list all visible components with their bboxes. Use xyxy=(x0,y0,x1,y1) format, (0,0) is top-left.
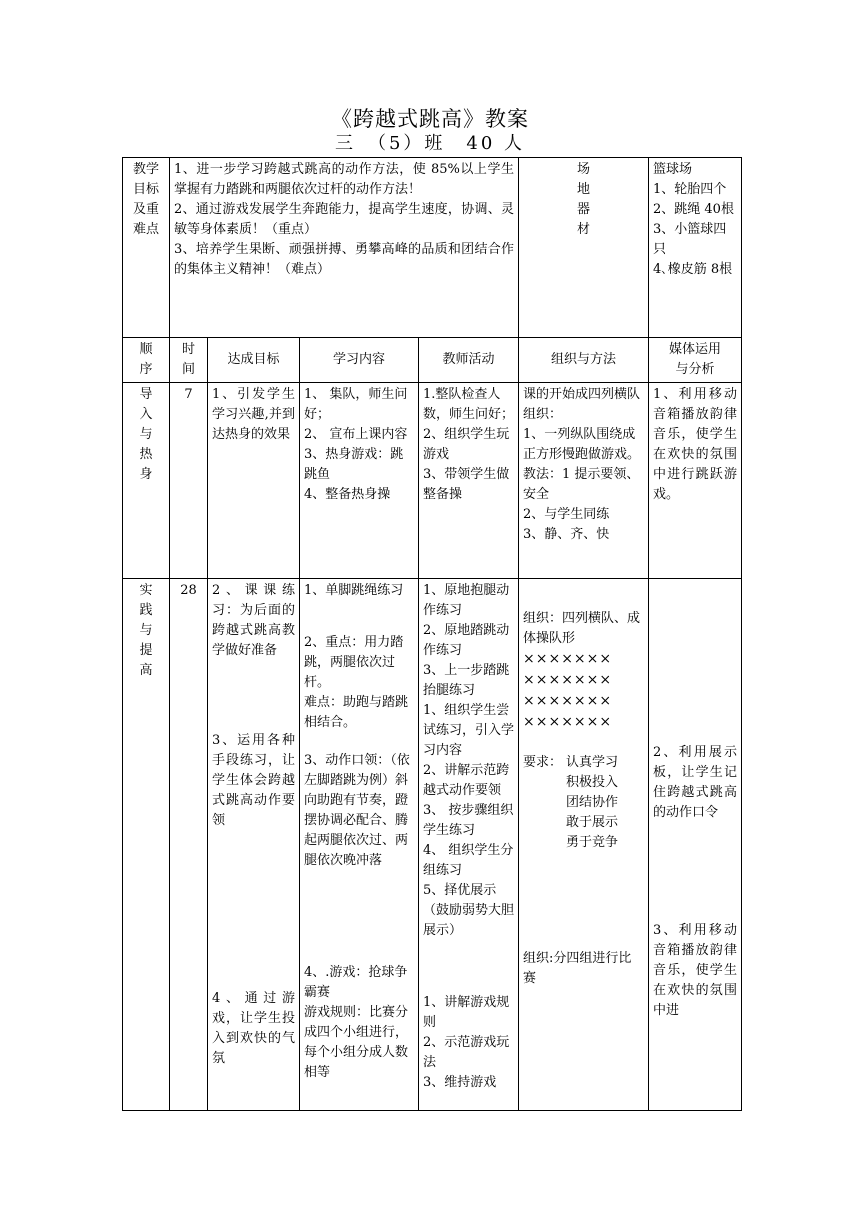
section-name-cell: 实 践 与 提 高 xyxy=(123,579,170,1111)
venue-item: 篮球场 xyxy=(653,162,693,177)
header-content: 学习内容 xyxy=(300,338,419,383)
requirement-item: 团结协作 xyxy=(566,795,619,810)
content-cell: 1、 集队，师生问好； 2、 宣布上课内容 3、热身游戏：跳跳鱼 4、整备热身操 xyxy=(300,383,419,579)
teacher-cell: 1.整队检查人数，师生问好； 2、组织学生玩游戏 3、带领学生做整备操 xyxy=(419,383,519,579)
formation-row: ××××××× xyxy=(523,651,613,667)
content-cell: 1、单脚跳绳练习 2、重点：用力踏跳，两腿依次过杆。 难点：助跑与踏跳相结合。 3、动作口领：（依左脚踏跳为例）斜向助跑有节奏，蹬摆协调必配合、腾起两腿依次过、两腿依次晚冲落 4、.游戏：抢球争霸赛 游戏规则：比赛分成四个小组进行，每个小组分成人数相等 xyxy=(300,579,419,1111)
goal-cell: 1、引发学生学习兴趣,并到达热身的效果 xyxy=(208,383,300,579)
formation-row: ××××××× xyxy=(523,693,613,709)
document-title: 《跨越式跳高》教案 xyxy=(331,107,529,131)
requirements xyxy=(523,753,644,853)
media-cell: 2、利用展示板，让学生记住跨越式跳高的动作口令 3、利用移动音箱播放韵律音乐，使学生在欢快的氛围中进 xyxy=(649,579,742,1111)
formation-row: ××××××× xyxy=(523,714,613,730)
goal-cell: 2、课课练习：为后面的跨越式跳高教学做好准备 3、运用各种手段练习，让学生体会跨越式跳高动作要领 4、通过游戏，让学生投入到欢快的气氛 xyxy=(208,579,300,1111)
requirement-item: 积极投入 xyxy=(566,775,619,790)
section-warmup-row xyxy=(123,383,742,579)
section-time-cell: 7 xyxy=(170,383,208,579)
section-practice-row xyxy=(123,579,742,1111)
goals-text-cell xyxy=(170,158,519,338)
venue-item: 1、轮胎四个 xyxy=(653,182,727,197)
section-time-cell: 28 xyxy=(170,579,208,1111)
header-time: 时 间 xyxy=(170,338,208,383)
venue-items-cell xyxy=(649,158,742,338)
goals-row xyxy=(123,158,742,338)
requirement-item: 敢于展示 xyxy=(566,815,619,830)
venue-item: 2、跳绳 40根 xyxy=(653,202,734,217)
header-org: 组织与方法 xyxy=(519,338,649,383)
header-teacher: 教师活动 xyxy=(419,338,519,383)
header-goal: 达成目标 xyxy=(208,338,300,383)
goal-line: 1、进一步学习跨越式跳高的动作方法，使 85%以上学生掌握有力踏跳和两腿依次过杆的动作方法！ xyxy=(174,162,514,197)
requirement-item: 勇于竞争 xyxy=(566,835,619,850)
goals-label-cell: 教学 目标 及重 难点 xyxy=(123,158,170,338)
media-cell: 1、利用移动音箱播放韵律音乐，使学生在欢快的氛围中进行跳跃游戏。 xyxy=(649,383,742,579)
goal-line: 3、培养学生果断、顽强拼搏、勇攀高峰的品质和团结合作的集体主义精神！（难点） xyxy=(174,242,514,277)
header-order: 顺 序 xyxy=(123,338,170,383)
section-name-cell: 导 入 与 热 身 xyxy=(123,383,170,579)
venue-item: 4､橡皮筋 8根 xyxy=(653,262,733,277)
formation-row: ××××××× xyxy=(523,672,613,688)
class-info: 三 （5）班 40 人 xyxy=(334,133,526,154)
lesson-plan-table xyxy=(122,157,742,1111)
header-row xyxy=(123,338,742,383)
org-cell: 课的开始成四列横队 组织： 1、一列纵队围绕成正方形慢跑做游戏。 教法：1 提示要领、安全 2、与学生同练 3、静、齐、快 xyxy=(519,383,649,579)
header-media: 媒体运用 与分析 xyxy=(649,338,742,383)
teacher-cell: 1、原地抱腿动作练习 2、原地踏跳动作练习 3、上一步踏跳抬腿练习 1、组织学生尝试练习，引入学习内容 2、讲解示范跨越式动作要领 3、 按步骤组织学生练习 4、 组织学生分组练习 5、择优展示（鼓励弱势大胆展示） 1、讲解游戏规则 2、示范游戏玩法 3、维持游戏 xyxy=(419,579,519,1111)
venue-item: 3、小篮球四只 xyxy=(653,222,727,257)
goal-line: 2、通过游戏发展学生奔跑能力，提高学生速度，协调、灵敏等身体素质！（重点） xyxy=(174,202,514,237)
venue-label-cell: 场 地 器 材 xyxy=(519,158,649,338)
requirements-label: 要求： xyxy=(523,755,563,770)
requirement-item: 认真学习 xyxy=(566,755,619,770)
org-cell: 组织：四列横队、成体操队形 ××××××× ××××××× ××××××× ××××××× 要求： 认真学习 积极投入 团结协作 敢于展示 勇于竞争 组织:分四组进行比赛 xyxy=(519,579,649,1111)
